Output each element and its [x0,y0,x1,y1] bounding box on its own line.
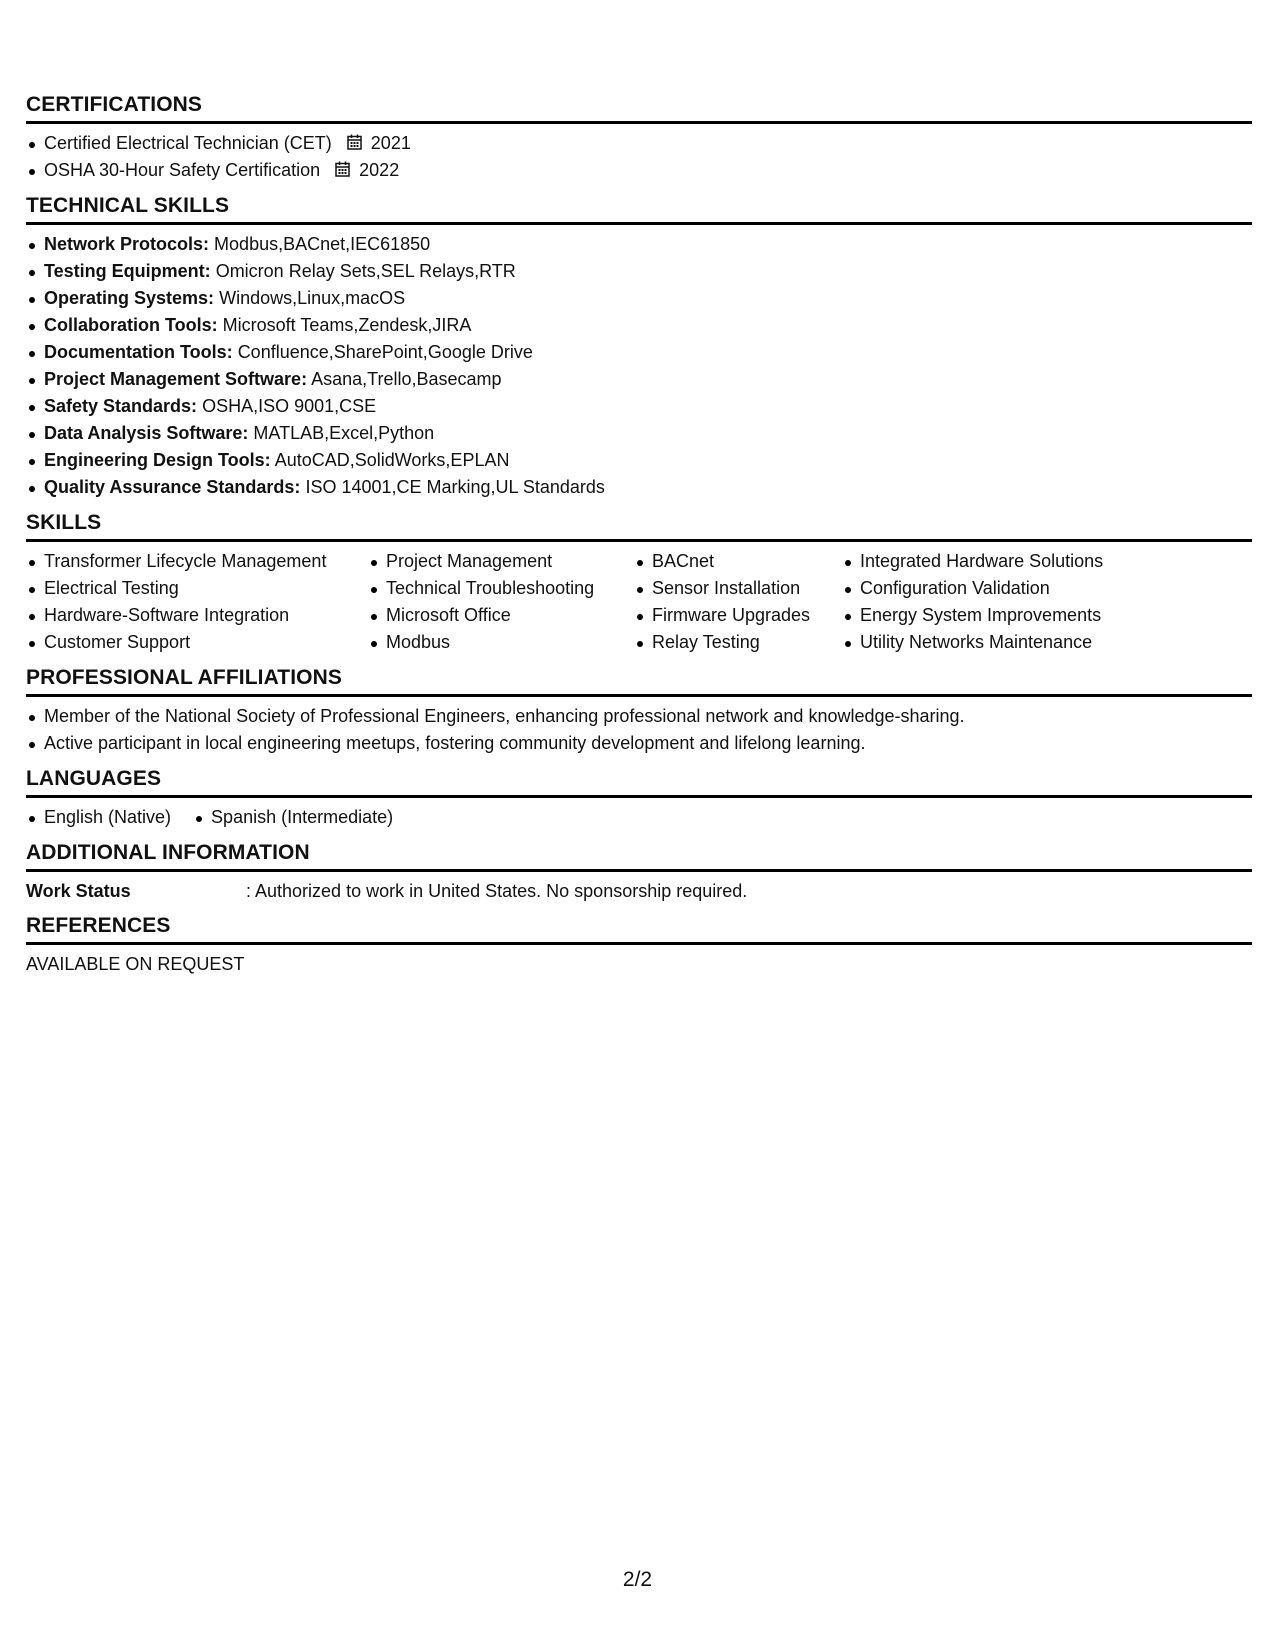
section-title: LANGUAGES [26,767,1252,798]
section-title: PROFESSIONAL AFFILIATIONS [26,666,1252,697]
skill-label: Network Protocols: [44,234,210,254]
skill-value: MATLAB,Excel,Python [253,423,435,443]
additional-info-section [26,841,1252,904]
list-item: Technical Troubleshooting [368,575,634,602]
skills-grid [26,548,1252,656]
list-item: Energy System Improvements [842,602,1142,629]
calendar-icon [347,134,362,150]
list-item [26,366,1252,393]
list-item [26,231,1252,258]
certification-year: 2021 [370,133,411,153]
list-item: Spanish (Intermediate) [193,804,393,831]
skill-label: Project Management Software: [44,369,308,389]
skill-value: OSHA,ISO 9001,CSE [202,396,377,416]
skill-value: Omicron Relay Sets,SEL Relays,RTR [215,261,516,281]
section-title: REFERENCES [26,914,1252,945]
certifications-section [26,93,1252,184]
certification-name: OSHA 30-Hour Safety Certification [44,160,321,180]
skill-value: Modbus,BACnet,IEC61850 [214,234,431,254]
page-number: 2/2 [622,1568,653,1591]
section-title: SKILLS [26,511,1252,542]
section-title: CERTIFICATIONS [26,93,1252,124]
languages-section [26,767,1252,831]
list-item: Integrated Hardware Solutions [842,548,1142,575]
skill-value: Microsoft Teams,Zendesk,JIRA [222,315,472,335]
skill-label: Engineering Design Tools: [44,450,271,470]
section-title: TECHNICAL SKILLS [26,194,1252,225]
calendar-icon [335,161,350,177]
affiliations-section [26,666,1252,757]
list-item: Firmware Upgrades [634,602,842,629]
section-title: ADDITIONAL INFORMATION [26,841,1252,872]
references-text: AVAILABLE ON REQUEST [26,954,245,974]
list-item: Electrical Testing [26,575,368,602]
skills-column [842,548,1142,656]
list-item [26,258,1252,285]
list-item [26,447,1252,474]
skill-label: Operating Systems: [44,288,215,308]
list-item [26,312,1252,339]
skills-column [368,548,634,656]
list-item [26,474,1252,501]
certifications-list [26,130,1252,184]
list-item: Modbus [368,629,634,656]
skills-column [26,548,368,656]
references-section [26,914,1252,977]
list-item [26,130,1252,157]
certification-name: Certified Electrical Technician (CET) [44,133,332,153]
certification-year: 2022 [359,160,400,180]
skill-label: Testing Equipment: [44,261,211,281]
list-item [26,157,1252,184]
list-item: BACnet [634,548,842,575]
list-item: Member of the National Society of Professional Engineers, enhancing professional network and knowledge-sharing. [26,703,1252,730]
skill-value: Windows,Linux,macOS [219,288,406,308]
list-item: Relay Testing [634,629,842,656]
work-status-label: Work Status [26,881,131,901]
list-item [26,393,1252,420]
skills-column [634,548,842,656]
list-item [26,285,1252,312]
list-item [26,420,1252,447]
work-status-row [26,878,1252,904]
skill-label: Data Analysis Software: [44,423,249,443]
list-item: Sensor Installation [634,575,842,602]
skill-value: ISO 14001,CE Marking,UL Standards [305,477,605,497]
technical-skills-section [26,194,1252,501]
skill-label: Quality Assurance Standards: [44,477,301,497]
list-item: Transformer Lifecycle Management [26,548,368,575]
list-item: Hardware-Software Integration [26,602,368,629]
skill-label: Collaboration Tools: [44,315,218,335]
skill-label: Safety Standards: [44,396,198,416]
affiliations-list [26,703,1252,757]
list-item: Customer Support [26,629,368,656]
skill-value: Asana,Trello,Basecamp [311,369,502,389]
work-status-value: : Authorized to work in United States. No sponsorship required. [246,881,748,901]
skills-section [26,511,1252,656]
list-item [26,339,1252,366]
list-item: Active participant in local engineering meetups, fostering community development and lifelong learning. [26,730,1252,757]
technical-skills-list [26,231,1252,501]
resume-page [26,93,1252,987]
skill-value: Confluence,SharePoint,Google Drive [237,342,533,362]
skill-value: AutoCAD,SolidWorks,EPLAN [274,450,510,470]
skill-label: Documentation Tools: [44,342,233,362]
list-item: Configuration Validation [842,575,1142,602]
list-item: Utility Networks Maintenance [842,629,1142,656]
list-item: Microsoft Office [368,602,634,629]
list-item: Project Management [368,548,634,575]
list-item: English (Native) [26,804,171,831]
languages-row [26,804,1252,831]
